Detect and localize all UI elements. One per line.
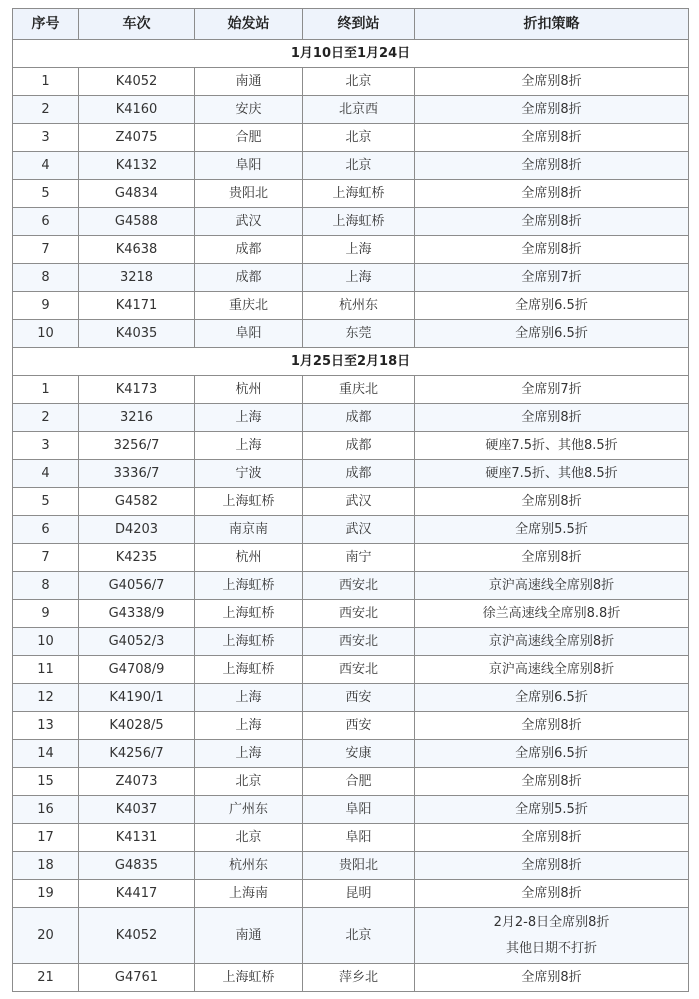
cell-origin: 上海	[195, 740, 303, 768]
cell-train-number: 3218	[79, 264, 195, 292]
table-row	[13, 880, 689, 908]
cell-discount: 全席别8折	[415, 768, 689, 796]
cell-destination: 北京	[303, 68, 415, 96]
cell-discount: 京沪高速线全席别8折	[415, 656, 689, 684]
cell-index: 8	[13, 264, 79, 292]
section-title: 1月25日至2月18日	[13, 348, 689, 376]
discount-table-container	[12, 8, 689, 992]
header-index: 序号	[13, 9, 79, 40]
cell-origin: 杭州东	[195, 852, 303, 880]
header-destination: 终到站	[303, 9, 415, 40]
cell-destination: 南宁	[303, 544, 415, 572]
cell-origin: 上海南	[195, 880, 303, 908]
table-row	[13, 124, 689, 152]
cell-destination: 上海	[303, 236, 415, 264]
cell-train-number: K4131	[79, 824, 195, 852]
cell-discount: 全席别8折	[415, 712, 689, 740]
cell-destination: 成都	[303, 432, 415, 460]
cell-index: 21	[13, 964, 79, 992]
cell-index: 5	[13, 488, 79, 516]
cell-train-number: D4203	[79, 516, 195, 544]
table-row	[13, 796, 689, 824]
table-row	[13, 488, 689, 516]
cell-index: 16	[13, 796, 79, 824]
table-row	[13, 96, 689, 124]
cell-origin: 上海	[195, 684, 303, 712]
cell-discount: 京沪高速线全席别8折	[415, 572, 689, 600]
cell-index: 4	[13, 152, 79, 180]
cell-discount: 全席别7折	[415, 264, 689, 292]
cell-discount: 全席别8折	[415, 68, 689, 96]
cell-discount: 全席别8折	[415, 488, 689, 516]
table-row	[13, 376, 689, 404]
header-discount: 折扣策略	[415, 9, 689, 40]
cell-origin: 上海	[195, 712, 303, 740]
cell-index: 1	[13, 376, 79, 404]
discount-line: 2月2-8日全席别8折	[493, 914, 610, 930]
cell-train-number: 3256/7	[79, 432, 195, 460]
cell-train-number: G4588	[79, 208, 195, 236]
table-header-row	[13, 9, 689, 40]
cell-train-number: K4235	[79, 544, 195, 572]
table-row	[13, 544, 689, 572]
cell-index: 10	[13, 628, 79, 656]
cell-index: 4	[13, 460, 79, 488]
cell-index: 8	[13, 572, 79, 600]
cell-destination: 北京	[303, 152, 415, 180]
cell-destination: 西安	[303, 712, 415, 740]
cell-index: 10	[13, 320, 79, 348]
table-row	[13, 180, 689, 208]
cell-train-number: 3336/7	[79, 460, 195, 488]
cell-destination: 西安北	[303, 600, 415, 628]
table-row	[13, 740, 689, 768]
cell-destination: 阜阳	[303, 824, 415, 852]
table-row	[13, 712, 689, 740]
cell-origin: 杭州	[195, 376, 303, 404]
cell-destination: 上海虹桥	[303, 208, 415, 236]
cell-origin: 宁波	[195, 460, 303, 488]
train-discount-table	[12, 8, 689, 992]
table-row	[13, 684, 689, 712]
cell-discount: 全席别8折	[415, 544, 689, 572]
cell-train-number: G4834	[79, 180, 195, 208]
cell-discount: 全席别8折	[415, 96, 689, 124]
table-row	[13, 908, 689, 964]
cell-index: 12	[13, 684, 79, 712]
cell-destination: 西安北	[303, 572, 415, 600]
cell-destination: 北京	[303, 124, 415, 152]
cell-destination: 西安	[303, 684, 415, 712]
cell-train-number: K4037	[79, 796, 195, 824]
cell-train-number: G4582	[79, 488, 195, 516]
table-row	[13, 600, 689, 628]
cell-train-number: K4190/1	[79, 684, 195, 712]
cell-discount: 全席别8折	[415, 124, 689, 152]
table-row	[13, 292, 689, 320]
cell-train-number: G4052/3	[79, 628, 195, 656]
cell-train-number: K4171	[79, 292, 195, 320]
table-row	[13, 628, 689, 656]
section-header-row	[13, 348, 689, 376]
table-body	[13, 40, 689, 992]
cell-index: 9	[13, 600, 79, 628]
cell-index: 7	[13, 236, 79, 264]
cell-discount: 全席别6.5折	[415, 320, 689, 348]
cell-origin: 上海虹桥	[195, 656, 303, 684]
cell-index: 1	[13, 68, 79, 96]
cell-destination: 北京西	[303, 96, 415, 124]
cell-origin: 上海虹桥	[195, 488, 303, 516]
cell-origin: 上海虹桥	[195, 964, 303, 992]
cell-destination: 昆明	[303, 880, 415, 908]
cell-index: 20	[13, 908, 79, 964]
cell-discount: 全席别8折	[415, 880, 689, 908]
cell-destination: 武汉	[303, 516, 415, 544]
cell-destination: 西安北	[303, 628, 415, 656]
cell-train-number: K4052	[79, 68, 195, 96]
cell-index: 6	[13, 208, 79, 236]
cell-discount: 全席别8折	[415, 964, 689, 992]
cell-discount: 全席别8折	[415, 404, 689, 432]
cell-origin: 成都	[195, 236, 303, 264]
cell-origin: 上海虹桥	[195, 572, 303, 600]
cell-destination: 阜阳	[303, 796, 415, 824]
cell-discount: 全席别8折	[415, 824, 689, 852]
table-row	[13, 320, 689, 348]
cell-destination: 贵阳北	[303, 852, 415, 880]
cell-index: 11	[13, 656, 79, 684]
cell-origin: 北京	[195, 824, 303, 852]
table-row	[13, 516, 689, 544]
cell-origin: 北京	[195, 768, 303, 796]
cell-destination: 上海虹桥	[303, 180, 415, 208]
cell-index: 7	[13, 544, 79, 572]
cell-destination: 东莞	[303, 320, 415, 348]
cell-origin: 上海虹桥	[195, 600, 303, 628]
cell-index: 18	[13, 852, 79, 880]
cell-discount: 全席别6.5折	[415, 292, 689, 320]
cell-origin: 武汉	[195, 208, 303, 236]
cell-index: 14	[13, 740, 79, 768]
table-row	[13, 964, 689, 992]
cell-train-number: K4035	[79, 320, 195, 348]
table-row	[13, 656, 689, 684]
cell-discount: 全席别5.5折	[415, 516, 689, 544]
cell-origin: 合肥	[195, 124, 303, 152]
table-row	[13, 264, 689, 292]
header-train-number: 车次	[79, 9, 195, 40]
cell-destination: 萍乡北	[303, 964, 415, 992]
cell-origin: 重庆北	[195, 292, 303, 320]
cell-destination: 成都	[303, 460, 415, 488]
cell-origin: 上海	[195, 404, 303, 432]
cell-destination: 杭州东	[303, 292, 415, 320]
cell-train-number: K4132	[79, 152, 195, 180]
cell-destination: 武汉	[303, 488, 415, 516]
table-row	[13, 432, 689, 460]
cell-train-number: G4056/7	[79, 572, 195, 600]
cell-train-number: K4638	[79, 236, 195, 264]
table-row	[13, 824, 689, 852]
section-title: 1月10日至1月24日	[13, 40, 689, 68]
cell-index: 5	[13, 180, 79, 208]
cell-train-number: G4338/9	[79, 600, 195, 628]
cell-discount: 全席别8折	[415, 208, 689, 236]
cell-origin: 南京南	[195, 516, 303, 544]
cell-origin: 贵阳北	[195, 180, 303, 208]
table-row	[13, 404, 689, 432]
table-row	[13, 152, 689, 180]
table-row	[13, 68, 689, 96]
cell-train-number: K4028/5	[79, 712, 195, 740]
cell-train-number: Z4075	[79, 124, 195, 152]
cell-discount: 徐兰高速线全席别8.8折	[415, 600, 689, 628]
cell-train-number: 3216	[79, 404, 195, 432]
cell-discount: 全席别8折	[415, 180, 689, 208]
cell-destination: 西安北	[303, 656, 415, 684]
cell-index: 17	[13, 824, 79, 852]
table-row	[13, 236, 689, 264]
header-origin: 始发站	[195, 9, 303, 40]
cell-discount: 全席别6.5折	[415, 684, 689, 712]
cell-destination: 合肥	[303, 768, 415, 796]
cell-index: 13	[13, 712, 79, 740]
cell-discount: 硬座7.5折、其他8.5折	[415, 432, 689, 460]
cell-origin: 南通	[195, 68, 303, 96]
cell-origin: 安庆	[195, 96, 303, 124]
cell-discount: 全席别5.5折	[415, 796, 689, 824]
cell-discount: 硬座7.5折、其他8.5折	[415, 460, 689, 488]
table-row	[13, 460, 689, 488]
cell-discount: 全席别8折	[415, 852, 689, 880]
cell-train-number: K4417	[79, 880, 195, 908]
cell-destination: 成都	[303, 404, 415, 432]
cell-index: 2	[13, 96, 79, 124]
cell-origin: 杭州	[195, 544, 303, 572]
section-header-row	[13, 40, 689, 68]
cell-index: 15	[13, 768, 79, 796]
cell-train-number: G4761	[79, 964, 195, 992]
cell-train-number: K4256/7	[79, 740, 195, 768]
cell-index: 2	[13, 404, 79, 432]
table-row	[13, 208, 689, 236]
cell-destination: 重庆北	[303, 376, 415, 404]
cell-origin: 阜阳	[195, 152, 303, 180]
cell-origin: 成都	[195, 264, 303, 292]
cell-train-number: G4835	[79, 852, 195, 880]
table-row	[13, 852, 689, 880]
cell-origin: 上海虹桥	[195, 628, 303, 656]
cell-discount: 全席别8折	[415, 152, 689, 180]
cell-train-number: G4708/9	[79, 656, 195, 684]
cell-origin: 广州东	[195, 796, 303, 824]
cell-index: 19	[13, 880, 79, 908]
cell-destination: 安康	[303, 740, 415, 768]
cell-discount: 全席别7折	[415, 376, 689, 404]
cell-index: 9	[13, 292, 79, 320]
cell-index: 6	[13, 516, 79, 544]
cell-discount: 全席别6.5折	[415, 740, 689, 768]
cell-destination: 上海	[303, 264, 415, 292]
table-row	[13, 572, 689, 600]
cell-origin: 南通	[195, 908, 303, 964]
cell-train-number: K4052	[79, 908, 195, 964]
cell-origin: 上海	[195, 432, 303, 460]
table-row	[13, 768, 689, 796]
cell-origin: 阜阳	[195, 320, 303, 348]
cell-discount: 京沪高速线全席别8折	[415, 628, 689, 656]
cell-index: 3	[13, 124, 79, 152]
cell-discount	[415, 908, 689, 964]
cell-train-number: Z4073	[79, 768, 195, 796]
cell-discount: 全席别8折	[415, 236, 689, 264]
discount-line: 其他日期不打折	[505, 940, 597, 956]
cell-destination: 北京	[303, 908, 415, 964]
cell-train-number: K4160	[79, 96, 195, 124]
cell-index: 3	[13, 432, 79, 460]
cell-train-number: K4173	[79, 376, 195, 404]
